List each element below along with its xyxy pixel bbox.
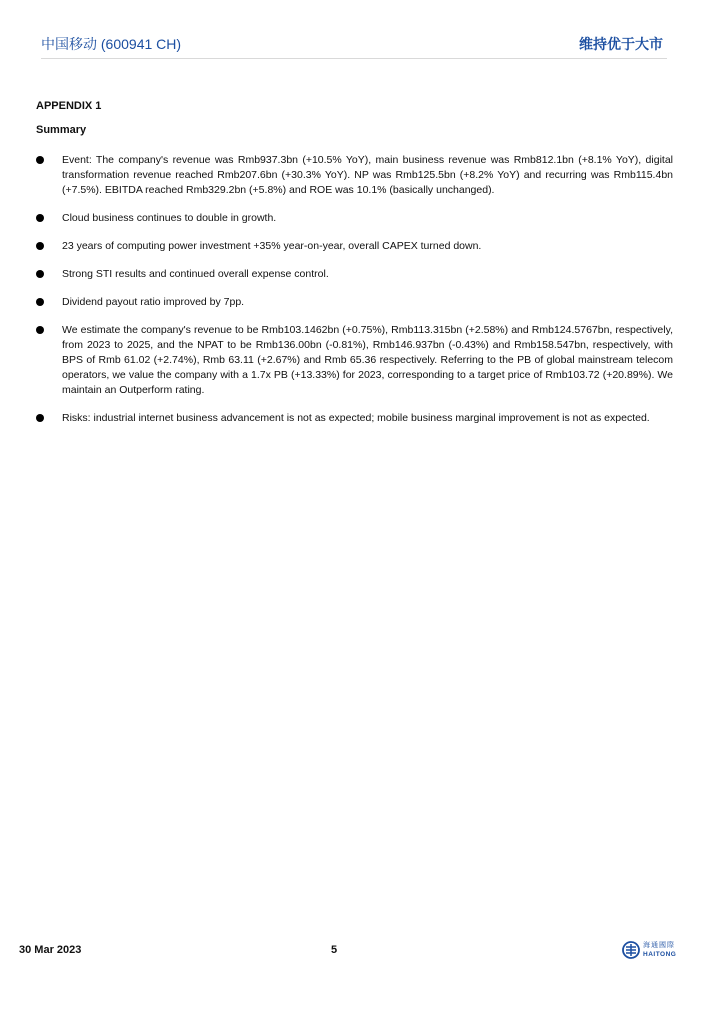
- haitong-logo: [622, 941, 676, 959]
- bullet-dot-icon: [36, 156, 44, 164]
- haitong-logo-icon: [622, 941, 640, 959]
- header-divider: [41, 58, 667, 59]
- bullet-text: 23 years of computing power investment +35% year-on-year, overall CAPEX turned down.: [62, 240, 482, 252]
- bullet-dot-icon: [36, 326, 44, 334]
- bullet-item: [36, 323, 673, 398]
- section-subtitle: Summary: [36, 124, 87, 136]
- logo-english-text: HAITONG: [643, 951, 677, 958]
- bullet-text: Risks: industrial internet business advancement is not as expected; mobile business marginal improvement is not as expected.: [62, 412, 650, 424]
- header-stock-name: 中国移动 (600941 CH): [41, 36, 182, 52]
- section-title: APPENDIX 1: [36, 100, 102, 112]
- footer-date: 30 Mar 2023: [19, 944, 82, 956]
- bullet-item: [36, 153, 673, 198]
- bullet-item: [36, 211, 673, 226]
- bullet-item: [36, 239, 673, 254]
- bullet-item: [36, 295, 673, 310]
- bullet-dot-icon: [36, 298, 44, 306]
- page-number: 5: [331, 944, 338, 956]
- bullet-dot-icon: [36, 242, 44, 250]
- bullet-text: Cloud business continues to double in growth.: [62, 212, 277, 224]
- appendix-section: [36, 100, 673, 439]
- bullet-dot-icon: [36, 414, 44, 422]
- logo-chinese-text: 海通國際: [643, 942, 675, 949]
- summary-bullet-list: [36, 153, 673, 426]
- bullet-text: We estimate the company's revenue to be Rmb103.1462bn (+0.75%), Rmb113.315bn (+2.58%) and Rmb124.5767bn, respectively, from 2023 to 2025, and the NPAT to be Rmb136.00bn (-0.81%), Rmb146.937bn (-0.43%) and Rmb158.547bn, respectively, with BPS of Rmb 61.02 (+2.74%), Rmb 63.11 (+2.67%) and Rmb 65.36 respectively. Referring to the PB of global mainstream telecom operators, we value the company with a 1.7x PB (+13.33%) for 2023, corresponding to a target price of Rmb103.72 (+20.89%). We maintain an Outperform rating.: [62, 324, 673, 396]
- bullet-text: Event: The company's revenue was Rmb937.3bn (+10.5% YoY), main business revenue was Rmb812.1bn (+8.1% YoY), digital transformation revenue reached Rmb207.6bn (+30.3% YoY). NP was Rmb125.5bn (+8.2% YoY) and recurring was Rmb115.4bn (+7.5%). EBITDA reached Rmb329.2bn (+5.8%) and ROE was 10.1% (basically unchanged).: [62, 154, 673, 196]
- bullet-dot-icon: [36, 270, 44, 278]
- bullet-dot-icon: [36, 214, 44, 222]
- bullet-text: Strong STI results and continued overall expense control.: [62, 268, 329, 280]
- bullet-text: Dividend payout ratio improved by 7pp.: [62, 296, 245, 308]
- header-rating-tagline: 维持优于大市: [579, 36, 663, 52]
- bullet-item: [36, 411, 673, 426]
- bullet-item: [36, 267, 673, 282]
